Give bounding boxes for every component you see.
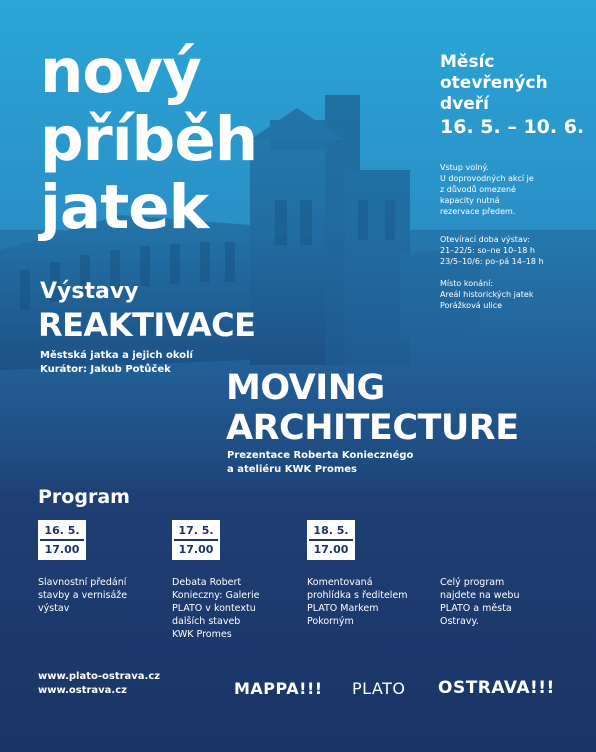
- info-line: kapacity nutná: [440, 196, 500, 205]
- event-date-badge: [38, 520, 86, 560]
- event-description: [172, 576, 282, 641]
- title-line: nový: [40, 36, 201, 107]
- event-line: Pokorným: [307, 616, 354, 627]
- info-line: z důvodů omezené: [440, 185, 516, 194]
- title-line: ARCHITECTURE: [226, 408, 519, 448]
- event-line: Ostravy.: [440, 616, 479, 627]
- month-line: otevřených: [440, 73, 548, 93]
- main-title: [40, 38, 257, 242]
- event-time: 17.00: [40, 539, 84, 558]
- event-date: 18. 5.: [309, 522, 353, 539]
- event-line: najdete na webu: [440, 590, 520, 601]
- plato-logo: PLATO: [352, 679, 406, 698]
- event-date: 16. 5.: [40, 522, 84, 539]
- info-line: Porážková ulice: [440, 301, 503, 310]
- title-line: MOVING: [226, 368, 385, 408]
- info-line: Otevírací doba výstav:: [440, 235, 530, 244]
- info-line: Areál historických jatek: [440, 290, 534, 299]
- info-line: Vstup volný.: [440, 163, 489, 172]
- event-line: prohlídka s ředitelem: [307, 590, 408, 601]
- event-time: 17.00: [309, 539, 353, 558]
- entry-info: [440, 162, 534, 217]
- website-link[interactable]: www.ostrava.cz: [38, 685, 127, 696]
- info-line: 23/5–10/6: po–pá 14–18 h: [440, 257, 544, 266]
- month-line: Měsíc: [440, 52, 495, 72]
- ostrava-logo: OSTRAVA!!!: [438, 678, 555, 698]
- event-line: PLATO a města: [440, 603, 512, 614]
- exhibition-reaktivace-details: [40, 349, 193, 377]
- exhibition-reaktivace-title: REAKTIVACE: [38, 306, 256, 344]
- mappa-logo: MAPPA!!!: [234, 679, 323, 698]
- event-description: [38, 576, 148, 615]
- exhibition-moving-architecture-title: [226, 368, 519, 448]
- detail-line: Městská jatka a jejich okolí: [40, 350, 193, 361]
- event-description: [307, 576, 427, 628]
- event-line: Celý program: [440, 577, 505, 588]
- info-line: U doprovodných akcí je: [440, 174, 534, 183]
- title-line: jatek: [40, 172, 209, 243]
- website-link[interactable]: www.plato-ostrava.cz: [38, 671, 161, 682]
- month-line: dveří: [440, 94, 489, 114]
- title-line: příběh: [40, 104, 258, 175]
- event-line: PLATO v kontextu: [172, 603, 256, 614]
- detail-line: Kurátor: Jakub Potůček: [40, 364, 171, 375]
- place-info: [440, 278, 534, 311]
- event-date: 17. 5.: [174, 522, 218, 539]
- exhibition-moving-architecture-details: [227, 449, 413, 477]
- event-line: dalších staveb: [172, 616, 241, 627]
- program-heading: Program: [38, 486, 130, 508]
- event-date-badge: [172, 520, 220, 560]
- detail-line: a ateliéru KWK Promes: [227, 464, 358, 475]
- detail-line: Prezentace Roberta Koniecznégo: [227, 450, 414, 461]
- event-line: KWK Promes: [172, 629, 232, 640]
- event-time: 17.00: [174, 539, 218, 558]
- event-line: Konieczny: Galerie: [172, 590, 260, 601]
- website-links: [38, 670, 160, 698]
- event-line: Debata Robert: [172, 577, 242, 588]
- event-line: Slavnostní předání: [38, 577, 127, 588]
- info-line: rezervace předem.: [440, 207, 516, 216]
- exhibitions-label: Výstavy: [40, 279, 139, 304]
- event-date-badge: [307, 520, 355, 560]
- info-line: 21–22/5: so–ne 10–18 h: [440, 246, 535, 255]
- info-line: Místo konání:: [440, 279, 494, 288]
- month-dates: 16. 5. – 10. 6.: [440, 116, 585, 138]
- open-month-heading: [440, 52, 584, 139]
- hours-info: [440, 234, 544, 267]
- event-line: stavby a vernisáže: [38, 590, 128, 601]
- event-line: Komentovaná: [307, 577, 373, 588]
- event-line: PLATO Markem: [307, 603, 379, 614]
- event-line: výstav: [38, 603, 70, 614]
- full-program-note: [440, 576, 550, 628]
